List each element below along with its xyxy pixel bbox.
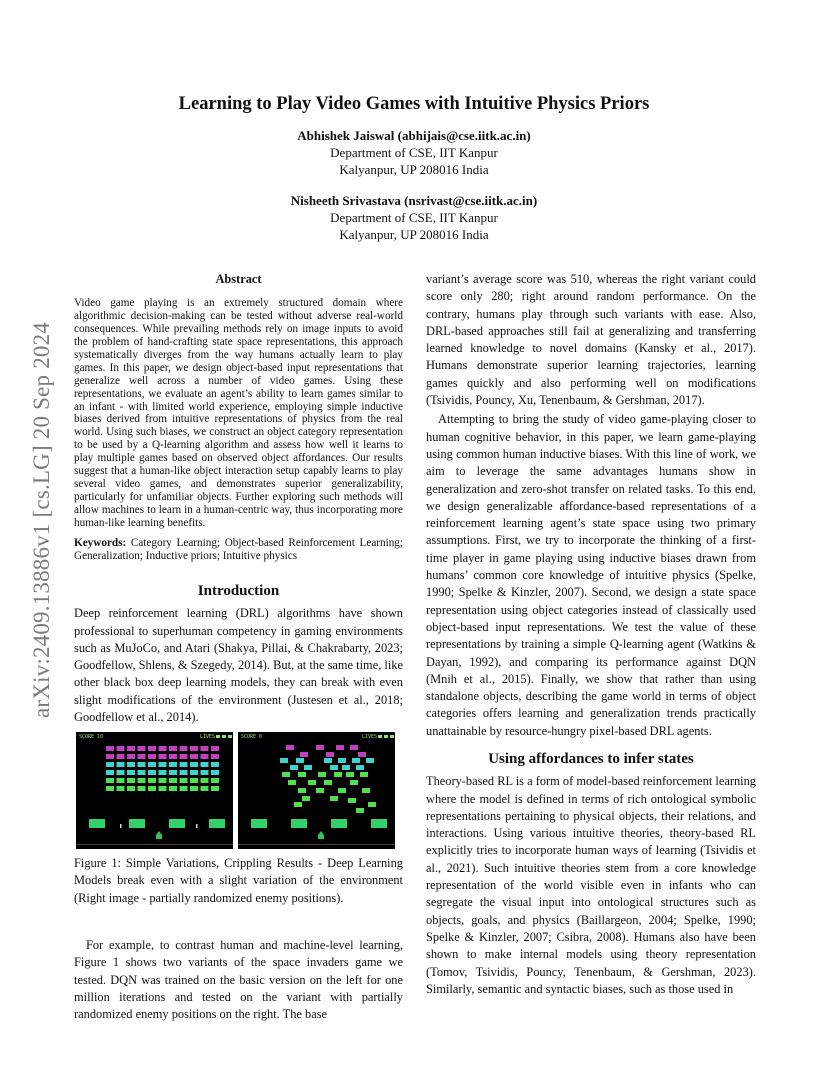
invader-sprite <box>148 778 156 783</box>
left-column <box>74 271 403 562</box>
space-invaders-left-scene <box>76 732 233 849</box>
invader-sprite <box>336 745 344 750</box>
invader-sprite <box>190 762 198 767</box>
invader-sprite <box>190 770 198 775</box>
arxiv-id: arXiv:2409.13886v1 [cs.LG] 20 Sep 2024 <box>29 322 54 718</box>
invader-sprite <box>350 780 358 785</box>
player-ship-icon <box>156 831 162 839</box>
invader-sprite <box>330 765 338 770</box>
figure-caption-block <box>74 855 403 907</box>
invader-sprite <box>180 786 188 791</box>
invader-sprite <box>106 778 114 783</box>
invader-sprite <box>316 745 324 750</box>
invader-sprite <box>106 770 114 775</box>
invader-sprite <box>356 808 364 813</box>
invader-sprite <box>106 746 114 751</box>
right-column <box>426 271 756 740</box>
invader-sprite <box>106 754 114 759</box>
invader-sprite <box>201 786 209 791</box>
invader-sprite <box>138 754 146 759</box>
paper-title: Learning to Play Video Games with Intuitive Physics Priors <box>178 94 650 114</box>
invader-sprite <box>138 778 146 783</box>
invader-sprite <box>169 770 177 775</box>
invader-sprite <box>148 754 156 759</box>
keywords <box>74 537 403 563</box>
abstract-heading: Abstract <box>215 272 262 286</box>
invader-sprite <box>280 758 288 763</box>
introduction-heading: Introduction <box>197 583 280 599</box>
author-block-2 <box>0 192 828 243</box>
invader-sprite <box>330 796 338 801</box>
invader-sprite <box>117 746 125 751</box>
invader-sprite <box>324 758 332 763</box>
keywords-label: Keywords: <box>74 536 127 549</box>
invader-sprite <box>159 778 167 783</box>
lives-label: LIVES <box>361 734 377 740</box>
invader-sprite <box>117 754 125 759</box>
body-paragraph-3: Theory-based RL is a form of model-based reinforcement learning where the model is defined in terms of rich ontological symbolic representations pertaining to physical objects, their relations, and interactions. Using various intuitive theories, theory-based RL explicitly tries to incorporate human ways of learning (Tsividis et al., 2021). Such intuitive theories stem from a core knowledge representation of the world visible even in infants who can segregate the visual input into ontological structures such as objects, goals, and physics (Baillargeon, 2004; Spelke, 1990; Spelke & Kinzler, 2007; Csibra, 2008). Humans also have been shown to make internal models using theory representation (Tomov, Tsividis, Pouncy, Tenenbaum, & Gershman, 2023). Similarly, semantic and syntactic biases, such as those used in <box>426 774 756 996</box>
invader-sprite <box>296 758 304 763</box>
invader-sprite <box>148 746 156 751</box>
invader-sprite <box>106 762 114 767</box>
invader-sprite <box>338 758 346 763</box>
invader-sprite <box>169 762 177 767</box>
invader-sprite <box>298 772 306 777</box>
author-dept: Department of CSE, IIT Kanpur <box>330 210 498 225</box>
invader-sprite <box>334 772 342 777</box>
invader-sprite <box>201 746 209 751</box>
invader-sprite <box>127 754 135 759</box>
invader-sprite <box>148 762 156 767</box>
invader-sprite <box>159 762 167 767</box>
invader-sprite <box>138 746 146 751</box>
invader-sprite <box>127 746 135 751</box>
player-ship-icon <box>318 831 324 839</box>
invader-sprite <box>159 746 167 751</box>
invader-sprite <box>117 786 125 791</box>
invader-sprite <box>211 746 219 751</box>
author-name: Nisheeth Srivastava (nsrivast@cse.iitk.ac.in) <box>290 193 538 208</box>
invader-sprite <box>180 770 188 775</box>
invader-sprite <box>138 762 146 767</box>
invader-sprite <box>368 802 376 807</box>
invader-sprite <box>117 770 125 775</box>
invader-sprite <box>159 770 167 775</box>
invader-sprite <box>190 778 198 783</box>
abstract-text: Video game playing is an extremely structured domain where algorithmic decision-making can be tested without adverse real-world consequences. While prevailing methods rely on image inputs to avoid the problem of hand-crafting state space representations, this approach systematically diverges from the way humans actually learn to play games. In this paper, we design object-based input representations that generalize well across a number of video games. Using these representations, we evaluate an agent’s ability to learn games similar to an infant - with limited world experience, employing simple inductive biases derived from intuitive representations of physics from the real world. Using such biases, we construct an object category representation to be used by a Q-learning algorithm and assess how well it learns to play multiple games based on observed object affordances. Our results suggest that a human-like object interaction setup capably learns to play several video games, and demonstrates superior generalizability, particularly for unfamiliar objects. Further exploring such methods will allow machines to learn in a human-centric way, thus incorporating more human-like learning benefits. <box>74 297 403 529</box>
invader-sprite <box>117 762 125 767</box>
invader-sprite <box>298 788 306 793</box>
invader-sprite <box>358 752 366 757</box>
author-address: Kalyanpur, UP 208016 India <box>339 162 489 177</box>
invader-sprite <box>159 754 167 759</box>
invader-sprite <box>117 778 125 783</box>
affordances-heading: Using affordances to infer states <box>488 751 694 767</box>
invader-sprite <box>318 772 326 777</box>
invader-sprite <box>211 786 219 791</box>
invader-sprite <box>211 770 219 775</box>
score-label: SCORE 0 <box>241 734 263 740</box>
body-paragraph-2: Attempting to bring the study of video game-playing closer to human cognitive behavior, in this paper, we learn game-playing using common human inductive biases. With this line of work, we aim to leverage the same advantages humans show in generalization and zero-shot transfer on related tasks. To this end, we design generalizable affordance-based representations of a reinforcement learning agent’s state space using two primary assumptions. First, we try to incorporate the thinking of a first-time player in game playing using inductive biases drawn from humans’ common core knowledge of intuitive physics (Spelke, 1990; Spelke & Kinzler, 2007). Second, we design a state space representation using object categories instead of classically used object-based input representations. We test the value of these representations by training a simple Q-learning agent (Watkins & Dayan, 1992), and comparing its performance against DQN (Mnih et al., 2015). Finally, we show that rather than using standalone objects, describing the game world in terms of object categories offers learning and generalization trends practically unattainable by resource-hungry pixel-based DRL agents. <box>426 412 756 738</box>
invader-sprite <box>180 762 188 767</box>
author-block-1 <box>0 127 828 178</box>
author-address: Kalyanpur, UP 208016 India <box>339 227 489 242</box>
invader-sprite <box>352 758 360 763</box>
author-name: Abhishek Jaiswal (abhijais@cse.iitk.ac.in) <box>297 128 531 143</box>
invader-sprite <box>106 786 114 791</box>
invader-sprite <box>316 788 324 793</box>
invader-sprite <box>290 765 298 770</box>
invader-sprite <box>169 778 177 783</box>
invader-sprite <box>342 765 350 770</box>
invader-sprite <box>211 778 219 783</box>
invader-sprite <box>180 746 188 751</box>
affordances-section <box>426 751 756 998</box>
figure-right-game-screenshot <box>238 732 395 849</box>
introduction-continued <box>74 937 403 1023</box>
figure-left-game-screenshot <box>76 732 233 849</box>
invader-sprite <box>127 762 135 767</box>
invader-sprite <box>190 786 198 791</box>
invader-sprite <box>201 762 209 767</box>
invader-sprite <box>338 788 346 793</box>
invader-sprite <box>169 746 177 751</box>
invader-sprite <box>286 745 294 750</box>
introduction-paragraph-2: For example, to contrast human and machine-level learning, Figure 1 shows two variants of the space invaders game we tested. DQN was trained on the basic version on the left for one million iterations and tested on the variant with partially randomized enemy positions on the right. The base <box>74 938 403 1022</box>
invader-sprite <box>324 780 332 785</box>
invader-sprite <box>138 786 146 791</box>
score-label: SCORE 10 <box>79 734 104 740</box>
invader-sprite <box>282 772 290 777</box>
invader-sprite <box>302 796 310 801</box>
invader-sprite <box>201 770 209 775</box>
invader-sprite <box>180 778 188 783</box>
invader-sprite <box>326 752 334 757</box>
lives-label: LIVES <box>199 734 215 740</box>
invader-sprite <box>300 752 308 757</box>
space-invaders-right-scene <box>238 732 395 849</box>
invader-sprite <box>288 780 296 785</box>
invader-sprite <box>294 802 302 807</box>
invader-sprite <box>211 762 219 767</box>
invader-sprite <box>366 758 374 763</box>
invader-sprite <box>159 786 167 791</box>
invader-sprite <box>362 788 370 793</box>
invader-sprite <box>356 765 364 770</box>
keywords-text: Category Learning; Object-based Reinforcement Learning; Generalization; Inductive priors; Intuitive physics <box>74 536 404 562</box>
figure-1-caption: Figure 1: Simple Variations, Crippling Results - Deep Learning Models break even with a slight variation of the environment (Right image - partially randomized enemy positions). <box>74 856 403 905</box>
introduction-section <box>74 583 403 726</box>
introduction-paragraph-1: Deep reinforcement learning (DRL) algorithms have shown professional to superhuman competency in gaming environments such as MuJoCo, and Atari (Shakya, Pillai, & Chakrabarty, 2023; Goodfellow, Shlens, & Szegedy, 2014). But, at the same time, like other black box deep learning models, they can break with even slight modifications of the environment (Justesen et al., 2018; Goodfellow et al., 2014). <box>74 606 403 725</box>
invader-sprite <box>360 772 368 777</box>
invader-sprite <box>308 780 316 785</box>
invader-sprite <box>169 754 177 759</box>
invader-sprite <box>127 778 135 783</box>
invader-sprite <box>148 786 156 791</box>
invader-sprite <box>350 745 358 750</box>
invader-sprite <box>211 754 219 759</box>
invader-sprite <box>346 772 354 777</box>
invader-sprite <box>190 754 198 759</box>
body-paragraph-1: variant’s average score was 510, whereas the right variant could score only 280; right around random performance. On the contrary, humans play through such variants with ease. Also, DRL-based approaches still fail at generalizing and transferring learned knowledge to novel domains (Kansky et al., 2017). Humans demonstrate superior learning trajectories, learning games quickly and also performing well on modifications (Tsividis, Pouncy, Xu, Tenenbaum, & Gershman, 2017). <box>426 272 756 408</box>
invader-sprite <box>304 765 312 770</box>
invader-sprite <box>190 746 198 751</box>
invader-sprite <box>148 770 156 775</box>
author-dept: Department of CSE, IIT Kanpur <box>330 145 498 160</box>
arxiv-sidebar-stamp <box>22 290 62 750</box>
invader-sprite <box>127 786 135 791</box>
invader-sprite <box>127 770 135 775</box>
invader-sprite <box>201 754 209 759</box>
invader-sprite <box>201 778 209 783</box>
invader-sprite <box>348 798 356 803</box>
invader-sprite <box>138 770 146 775</box>
invader-sprite <box>180 754 188 759</box>
invader-sprite <box>169 786 177 791</box>
